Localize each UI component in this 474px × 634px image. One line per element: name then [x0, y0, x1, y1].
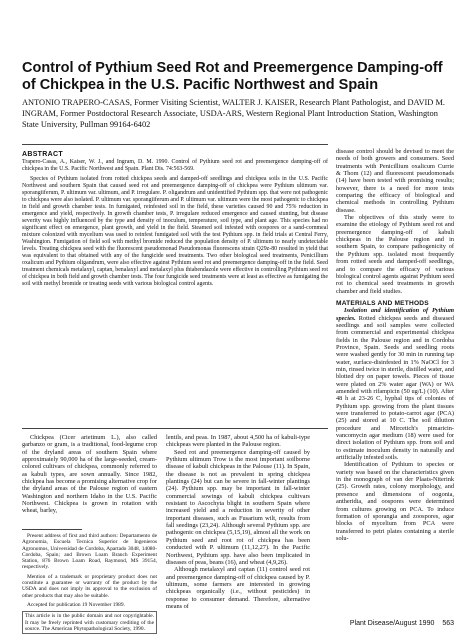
article-title: Control of Pythium Seed Rot and Preemergence Damping-off of Chickpea in the U.S. Pacific Northwest and Spain	[22, 60, 443, 93]
abstract-citation: Trapero-Casas, A., Kaiser, W. J., and Ingram, D. M. 1990. Control of Pythium seed rot and preemergence damping-off of chickpea in the U.S. Pacific Northwest and Spain. Plant Dis. 74:563-569.	[22, 159, 328, 172]
footnotes	[22, 533, 157, 632]
footnote-rule	[22, 529, 82, 530]
col2-paragraph: lentils, and peas. In 1987, about 4,500 ha of kabuli-type chickpeas were planted in the Palouse region.	[166, 434, 310, 449]
intro-paragraph: Chickpea (Cicer arietinum L.), also called garbanzo or gram, is a traditional, food-legume crop of the dryland areas of southern Spain where approximately 90,000 ha of the large-seeded, cream-colored cultivars of chickpea, commonly referred to as kabuli types, are sown annually. Since 1982, chickpea has become a promising alternative crop for the dryland areas of the Palouse region of eastern Washington and northern Idaho in the U.S. Pacific Northwest. Chickpea is grown in rotation with wheat, barley,	[22, 434, 157, 515]
author-affiliations: ANTONIO TRAPERO-CASAS, Former Visiting Scientist, WALTER J. KAISER, Research Plant Pathologist, and DAVID M. INGRAM, Former Postdoctoral Research Associate, USDA-ARS, Western Regional Plant Introduction Station, Washington State University, Pullman 99164-6402	[22, 98, 445, 129]
methods-paragraph	[336, 307, 454, 461]
col2-paragraph: Seed rot and preemergence damping-off caused by Pythium ultimum Trow is the most important soilborne disease of kabuli chickpeas in the Palouse (11). In Spain, the disease is not as prevalent in spring chickpea plantings (24) but can be severe in fall-winter plantings (24). Pythium spp. may be important in fall-winter commercial sowings of kabuli chickpea cultivars resistant to Ascochyta blight in southern Spain where increased yield and a reduction in severity of other important diseases, such as Fusarium wilt, results from fall seedings (23,24). Although several Pythium spp. are pathogenic on chickpea (5,15,19), almost all the work on Pythium seed and root rot of chickpea has been conducted with P. ultimum (11,12,27). In the Pacific Northwest, Pythium spp. have also been implicated in diseases of peas, beans (16), and wheat (4,9,26).	[166, 448, 310, 566]
page-number: 563	[442, 620, 454, 627]
abstract-bottom-rule	[22, 428, 328, 429]
abstract-top-rule	[22, 144, 328, 145]
methods-heading: MATERIALS AND METHODS	[336, 299, 429, 307]
page-footer	[344, 620, 454, 627]
journal-issue: Plant Disease/August 1990	[349, 620, 435, 627]
methods-subheading: Isolation and identification of Pythium species.	[336, 307, 454, 322]
footnote-copyright: This article is in the public domain and not copyrightable. It may be freely reprinted with customary crediting of the source. The American Phytopathological Society, 1990.	[22, 611, 157, 634]
abstract-heading: ABSTRACT	[22, 151, 63, 158]
column-1-intro	[22, 434, 157, 526]
col2-paragraph: Although metalaxyl and captan (11) control seed rot and preemergence damping-off of chickpea caused by P. ultimum, some farmers are interested in growing chickpeas organically (i.e., without pesticides) in response to consumer demand. Therefore, alternative means of	[166, 566, 310, 610]
footnote-address: Present address of first and third authors: Departamento de Agronomia, Escuela Tecnica Superior de Ingenieros Agronomos, Universidad de Cordoba, Apartado 3048, 14080-Cordoba, Spain; and Brown Loam Branch Experiment Station, 876 Brown Loam Road, Raymond, MS 39154, respectively.	[22, 533, 157, 571]
abstract-section	[22, 147, 328, 427]
abstract-body: Species of Pythium isolated from rotted chickpea seeds and damped-off seedlings and chickpea soils in the U.S. Pacific Northwest and southern Spain that caused seed rot and preemergence damping-off of chickpea were Pythium ultimum var. sporangiiferum, P. ultimum var. ultimum, and P. irregulare. P. oligandrum and unidentified Pythium spp. that were not pathogenic to chickpea were also isolated. P. ultimum var. sporangiiferum and P. ultimum var. ultimum were the most pathogenic to chickpea in field and growth chamber tests. In fumigated, reinfested soil in the field, these varieties caused 90 and 75% reduction in emergence and yield, respectively. In growth chamber tests, P. irregulare reduced emergence and caused stunting, but disease severity was highly influenced by the type and density of inoculum, temperature, soil type, and plant age. This species had no significant effect on emergence, plant growth, and yield in the field. Steamed soil infested with oospores or a sand-cornmeal mixture colonized with mycelium was used to reinfest fumigated soil with the test Pythium spp. in field trials at Central Ferry, Washington. Fumigation of field soil with methyl bromide reduced the population density of P. ultimum to nearly undetectable levels. Treating chickpea seed with the fluorescent pseudomonad Pseudomonas fluorescens strain Q29z-80 resulted in yield that was equivalent to that obtained with any of the fungicide seed treatments. Two other biological seed treatments, Penicillium oxalicum and Pythium oligandrum, were also effective against Pythium seed rot and preemergence damping-off in the field. Seed treatment chemicals metalaxyl, captan, benalaxyl and metalaxyl plus thiabendazole were effective in controlling Pythium seed rot of chickpea in both field and growth chamber tests. The four fungicide seed treatments were at least as effective as fumigating the soil with methyl bromide or treating seeds with various biological control agents.	[22, 176, 328, 287]
column-2	[166, 434, 310, 616]
col3-paragraph: The objectives of this study were to examine the etiology of Pythium seed rot and preemergence damping-off of kabuli chickpeas in the Palouse region and in southern Spain, to compare pathogenicity of the Pythium spp. isolated most frequently from rotted seeds and damped-off seedlings, and to compare the efficacy of various biological control agents against Pythium seed rot to chemical seed treatments in growth chamber and field studies.	[336, 214, 454, 295]
col3-paragraph: disease control should be devised to meet the needs of both growers and consumers. Seed treatments with Penicillium oxalicum Currie & Thom (12) and fluorescent pseudomonads (14) have been tested with promising results; however, there is a need for more tests comparing the efficacy of biological and chemical methods in controlling Pythium disease.	[336, 148, 454, 214]
methods-paragraph: Identification of Pythium to species or variety was based on the characteristics given in the monograph of van der Plaats-Niterink (25). Growth rates, colony morphology, and presence and dimensions of oogonia, antheridia, and oospores were determined from cultures growing on PCA. To induce formation of sporangia and zoospores, agar blocks of mycelium from PCA were transferred to petri plates containing a sterile solu-	[336, 461, 454, 542]
footnote-trademark: Mention of a trademark or proprietary product does not constitute a guarantee or warranty of the product by the USDA and does not imply its approval to the exclusion of other products that may also be suitable.	[22, 573, 157, 599]
footnote-accepted: Accepted for publication 19 November 1989.	[27, 601, 125, 608]
column-3	[336, 148, 454, 618]
methods-text: Rotted chickpea seeds and diseased seedlings and soil samples were collected from commercial and experimental chickpea fields in the Palouse region and in Cordoba Province, Spain. Seeds and seedling roots were washed gently for 30 min in running tap water, surface-disinfested in 1% NaOCl for 3 min, rinsed twice in sterile, distilled water, and blotted dry on paper towels. Pieces of tissue were plated on 2% water agar (WA) or WA amended with rifampicin (50 ug/L) (10). After 48 h at 23-26 C, hyphal tips of colonies of Pythium spp. growing from the plant tissues were transferred to potato-carrot agar (PCA) (25) and stored at 10 C. The soil dilution procedure and Mircetich's pimaricin-vancomycin agar medium (18) were used for direct isolation of Pythium spp. from soil and to estimate inoculum density in naturally and artificially infested soils.	[336, 314, 454, 462]
